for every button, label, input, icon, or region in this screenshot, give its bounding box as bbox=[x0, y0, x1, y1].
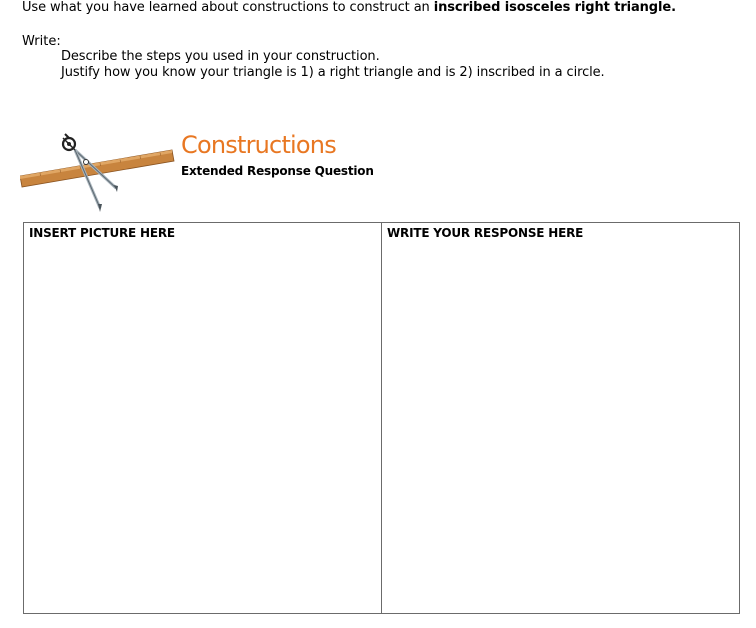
write-prompts bbox=[61, 49, 605, 81]
response-cell-header: WRITE YOUR RESPONSE HERE bbox=[387, 226, 584, 240]
write-label: Write: bbox=[22, 34, 61, 49]
response-cell[interactable] bbox=[382, 223, 739, 613]
picture-cell[interactable] bbox=[24, 223, 382, 613]
write-prompt-describe: Describe the steps you used in your construction. bbox=[61, 49, 380, 64]
response-table bbox=[23, 222, 740, 614]
compass-and-ruler-icon bbox=[20, 128, 178, 214]
picture-cell-header: INSERT PICTURE HERE bbox=[29, 226, 175, 240]
write-prompt-justify: Justify how you know your triangle is 1) a right triangle and is 2) inscribed in a circle. bbox=[61, 65, 605, 80]
instructions-lead: Use what you have learned about constructions to construct an bbox=[22, 0, 434, 15]
instructions-emphasis: inscribed isosceles right triangle. bbox=[433, 0, 676, 15]
section-title: Constructions bbox=[181, 131, 336, 159]
instructions-text bbox=[22, 0, 676, 16]
section-subtitle: Extended Response Question bbox=[181, 164, 374, 178]
